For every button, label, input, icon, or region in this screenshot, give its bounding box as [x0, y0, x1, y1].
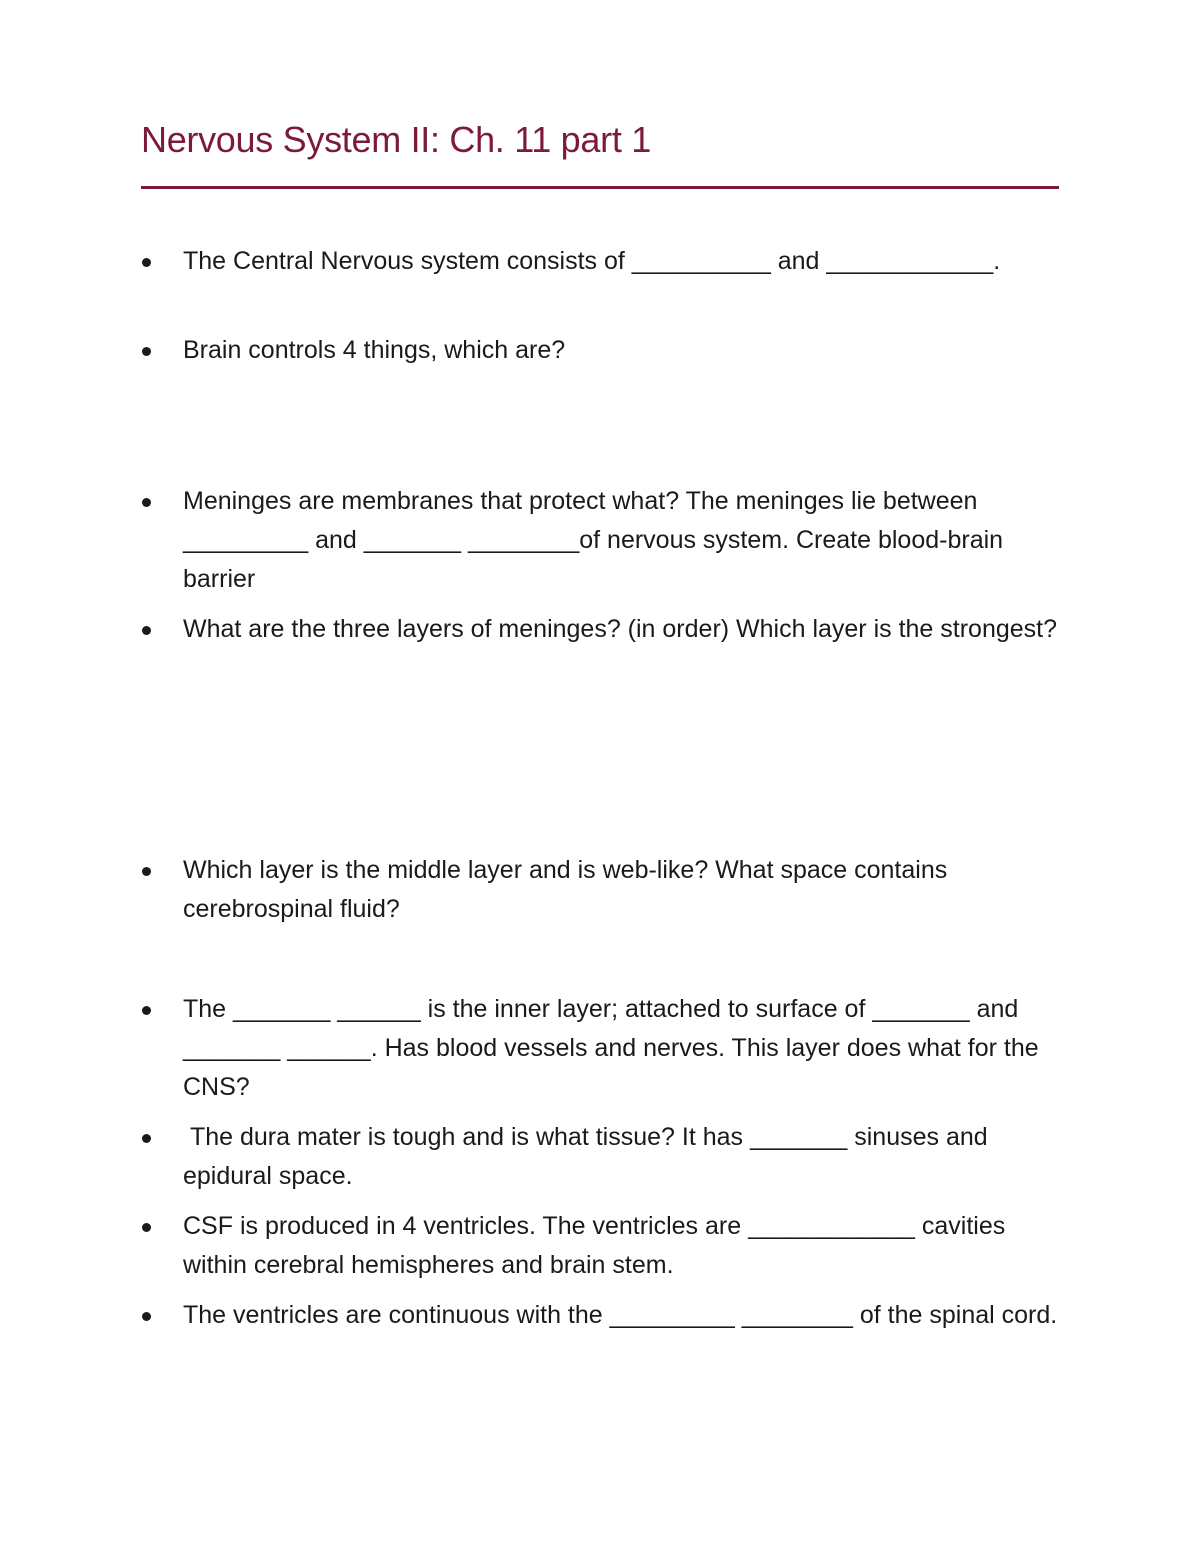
title-divider: [141, 186, 1059, 189]
bullet-icon: [142, 626, 151, 635]
list-item-text: Meninges are membranes that protect what? The meninges lie between _________ and _______ ________of nervous system. Create blood-brain barrier: [183, 487, 1011, 593]
list-item-text: The Central Nervous system consists of __________ and ____________.: [183, 247, 1001, 275]
page-title: Nervous System II: Ch. 11 part 1: [141, 119, 651, 160]
bullet-icon: [142, 1223, 151, 1232]
list-item-text: The _______ ______ is the inner layer; attached to surface of _______ and _______ ______. Has blood vessels and nerves. This layer does what for the CNS?: [183, 995, 1046, 1101]
list-item-text: Which layer is the middle layer and is web-like? What space contains cerebrospinal fluid?: [183, 856, 955, 923]
list-item-text: What are the three layers of meninges? (in order) Which layer is the strongest?: [183, 615, 1058, 643]
list-item-text: The dura mater is tough and is what tissue? It has _______ sinuses and epidural space.: [183, 1123, 995, 1190]
bullet-icon: [142, 1006, 151, 1015]
bullet-icon: [142, 867, 151, 876]
bullet-icon: [142, 347, 151, 356]
bullet-icon: [142, 1134, 151, 1143]
list-item-text: The ventricles are continuous with the _________ ________ of the spinal cord.: [183, 1301, 1058, 1329]
list-item-text: Brain controls 4 things, which are?: [183, 336, 566, 364]
bullet-icon: [142, 258, 151, 267]
list-item-text: CSF is produced in 4 ventricles. The ventricles are ____________ cavities within cerebral hemispheres and brain stem.: [183, 1212, 1013, 1279]
bullet-icon: [142, 498, 151, 507]
bullet-icon: [142, 1312, 151, 1321]
